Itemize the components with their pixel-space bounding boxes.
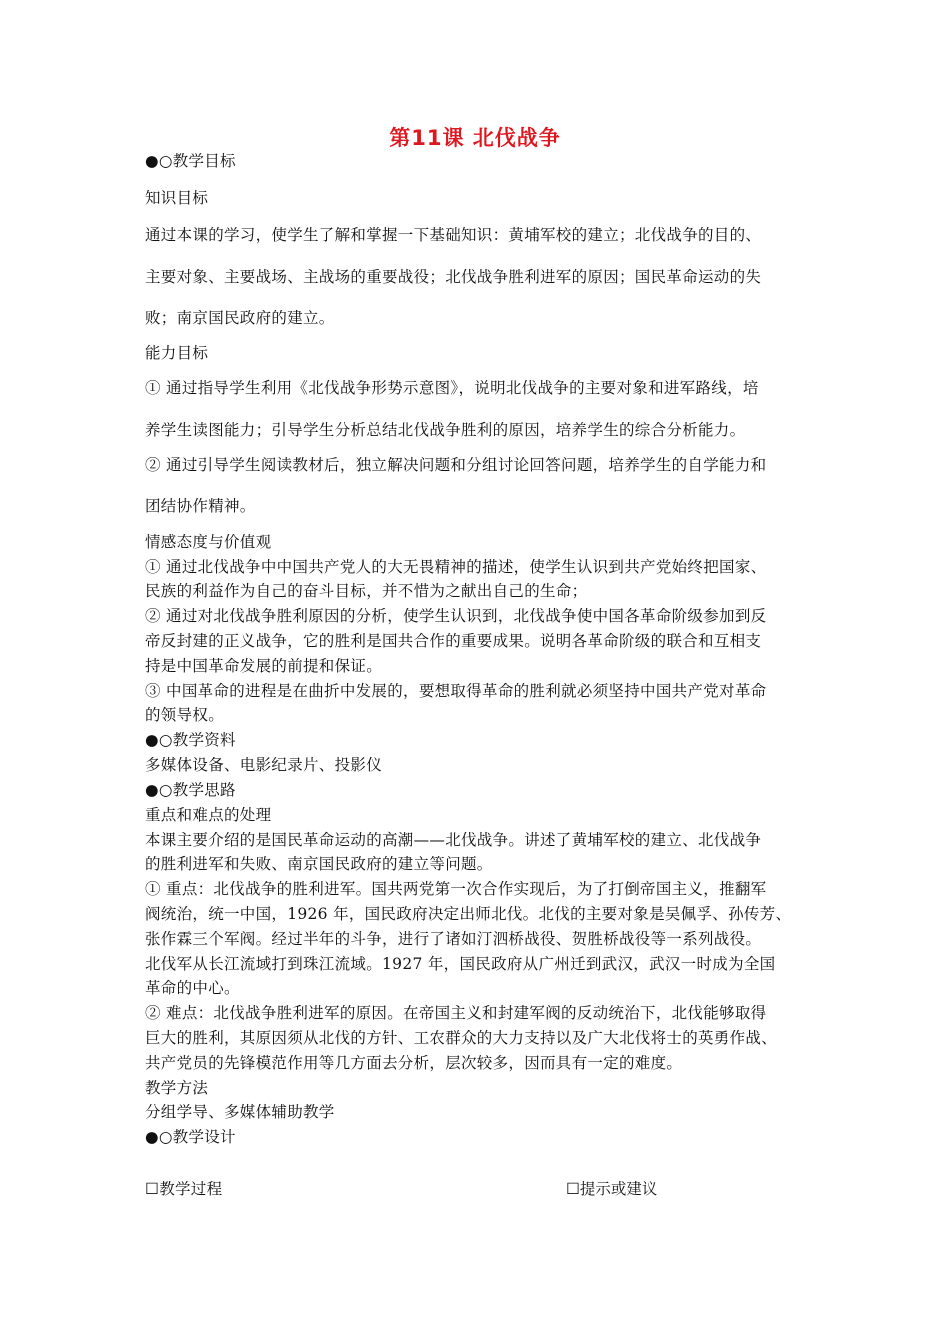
ability-heading: 能力目标	[145, 344, 209, 362]
emotion-line: ② 通过对北伐战争胜利原因的分析，使学生认识到，北伐战争使中国各革命阶级参加到反	[145, 607, 767, 625]
approach-line: 张作霖三个军阀。经过半年的斗争，进行了诸如汀泗桥战役、贺胜桥战役等一系列战役。	[145, 930, 762, 948]
knowledge-heading: 知识目标	[145, 189, 209, 207]
approach-line: 巨大的胜利，其原因须从北伐的方针、工农群众的大力支持以及广大北伐将士的英勇作战、	[145, 1029, 778, 1047]
process-label: ☐教学过程	[145, 1180, 223, 1198]
method-heading: 教学方法	[145, 1079, 209, 1097]
approach-line: ② 难点：北伐战争胜利进军的原因。在帝国主义和封建军阀的反动统治下，北伐能够取得	[145, 1004, 767, 1022]
approach-line: 共产党员的先锋模范作用等几方面去分析，层次较多，因而具有一定的难度。	[145, 1054, 683, 1072]
materials-text: 多媒体设备、电影纪录片、投影仪	[145, 756, 383, 774]
emotion-line: 民族的利益作为自己的奋斗目标，并不惜为之献出自己的生命；	[145, 582, 588, 600]
approach-line: 的胜利进军和失败、南京国民政府的建立等问题。	[145, 855, 493, 873]
emotion-line: 持是中国革命发展的前提和保证。	[145, 657, 383, 675]
approach-line: 本课主要介绍的是国民革命运动的高潮——北伐战争。讲述了黄埔军校的建立、北伐战争	[145, 831, 762, 849]
objectives-heading: ●○教学目标	[145, 152, 236, 170]
emotion-line: ① 通过北伐战争中中国共产党人的大无畏精神的描述，使学生认识到共产党始终把国家、	[145, 558, 767, 576]
ability-line: ① 通过指导学生利用《北伐战争形势示意图》，说明北伐战争的主要对象和进军路线，培	[145, 379, 759, 397]
materials-heading: ●○教学资料	[145, 731, 236, 749]
design-heading: ●○教学设计	[145, 1128, 236, 1146]
approach-heading: ●○教学思路	[145, 781, 236, 799]
ability-line: ② 通过引导学生阅读教材后，独立解决问题和分组讨论回答问题，培养学生的自学能力和	[145, 456, 767, 474]
approach-line: 革命的中心。	[145, 979, 240, 997]
knowledge-line: 主要对象、主要战场、主战场的重要战役；北伐战争胜利进军的原因；国民革命运动的失	[145, 268, 762, 286]
knowledge-line: 通过本课的学习，使学生了解和掌握一下基础知识：黄埔军校的建立；北伐战争的目的、	[145, 226, 762, 244]
suggestion-label: ☐提示或建议	[566, 1180, 658, 1198]
ability-line: 团结协作精神。	[145, 497, 256, 515]
emotion-line: 帝反封建的正义战争，它的胜利是国共合作的重要成果。说明各革命阶级的联合和互相支	[145, 632, 762, 650]
approach-line: ① 重点：北伐战争的胜利进军。国共两党第一次合作实现后，为了打倒帝国主义，推翻军	[145, 880, 767, 898]
ability-line: 养学生读图能力；引导学生分析总结北伐战争胜利的原因，培养学生的综合分析能力。	[145, 421, 746, 439]
knowledge-line: 败；南京国民政府的建立。	[145, 309, 335, 327]
approach-line: 阀统治，统一中国，1926 年，国民政府决定出师北伐。北伐的主要对象是吴佩孚、孙传芳、	[145, 905, 792, 923]
page-title: 第11课 北伐战争	[389, 126, 561, 150]
keypoints-heading: 重点和难点的处理	[145, 806, 272, 824]
method-text: 分组学导、多媒体辅助教学	[145, 1103, 335, 1121]
emotion-line: ③ 中国革命的进程是在曲折中发展的，要想取得革命的胜利就必须坚持中国共产党对革命	[145, 682, 767, 700]
approach-line: 北伐军从长江流域打到珠江流域。1927 年，国民政府从广州迁到武汉，武汉一时成为全国	[145, 955, 776, 973]
emotion-line: 的领导权。	[145, 706, 225, 724]
emotion-heading: 情感态度与价值观	[145, 533, 272, 551]
